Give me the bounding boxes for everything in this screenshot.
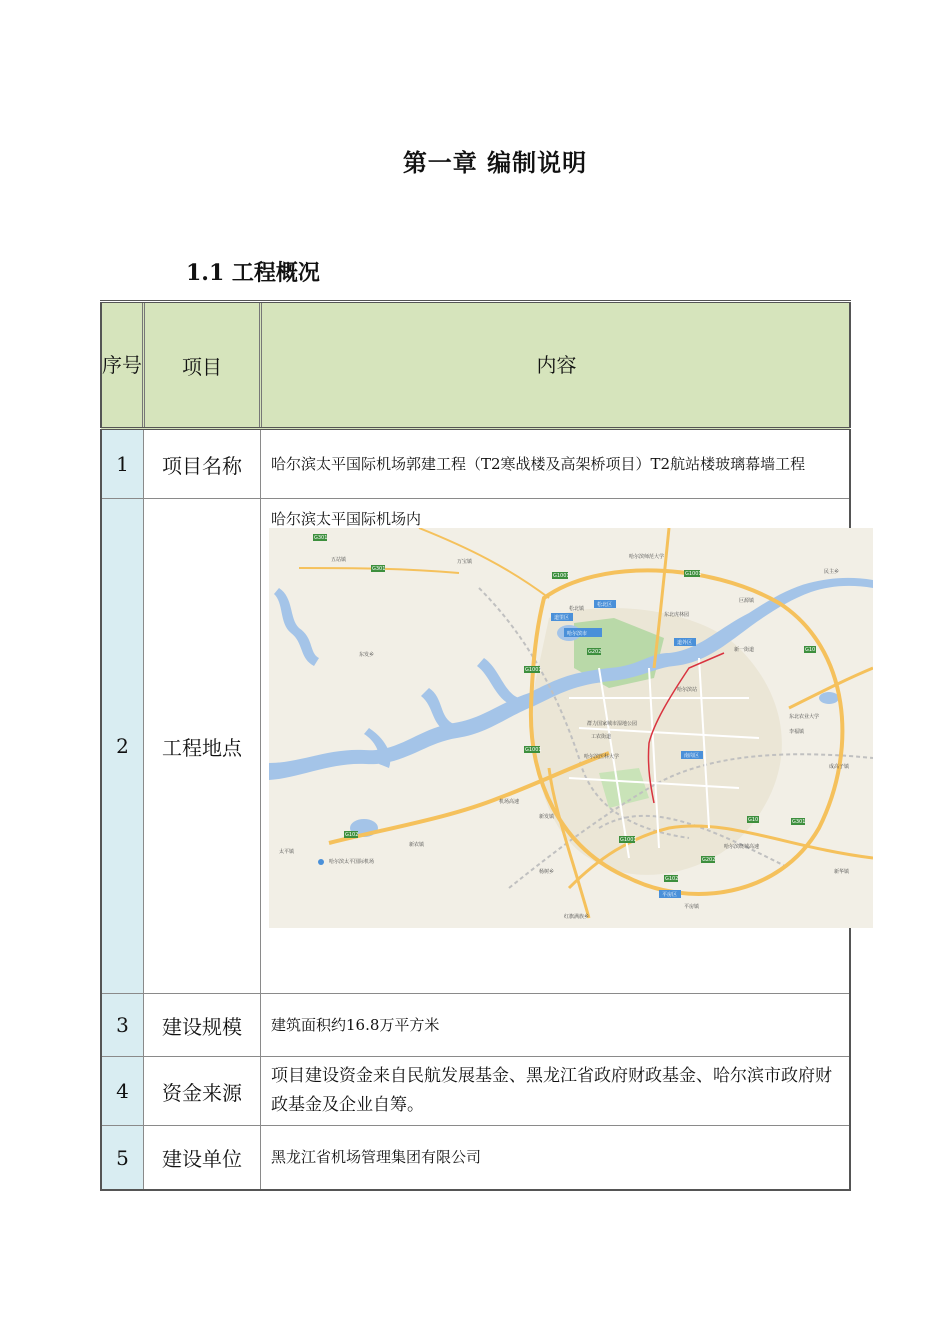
svg-text:巨源镇: 巨源镇 [739,598,755,604]
svg-text:G1001: G1001 [525,667,542,673]
svg-text:G301: G301 [372,566,386,572]
svg-text:民主乡: 民主乡 [824,569,840,575]
project-overview-table [100,300,851,1191]
row-no: 1 [101,429,144,499]
svg-text:群力国家城市湿地公园: 群力国家城市湿地公园 [587,721,638,727]
svg-text:哈尔滨医科大学: 哈尔滨医科大学 [584,754,620,760]
svg-text:李福镇: 李福镇 [789,729,805,735]
svg-text:G1001: G1001 [685,571,702,577]
svg-text:G202: G202 [588,649,602,655]
svg-text:G102: G102 [345,832,359,838]
svg-text:松北镇: 松北镇 [569,606,585,612]
svg-text:新华镇: 新华镇 [834,869,850,875]
svg-text:G10: G10 [748,817,759,823]
row-no: 5 [101,1126,144,1191]
svg-text:G301: G301 [792,819,806,825]
svg-text:G10: G10 [805,647,816,653]
row-item: 建设单位 [144,1126,261,1191]
row-item: 工程地点 [144,499,261,994]
svg-text:东发乡: 东发乡 [359,652,375,658]
row-content-location [261,499,851,994]
table-row [101,429,850,499]
row-no: 3 [101,994,144,1057]
table-row [101,499,850,994]
svg-text:东北农业大学: 东北农业大学 [789,714,820,720]
svg-text:哈尔滨绕城高速: 哈尔滨绕城高速 [724,844,760,850]
svg-text:G1001: G1001 [620,837,637,843]
svg-text:平房区: 平房区 [662,892,678,898]
svg-text:成高子镇: 成高子镇 [829,764,850,770]
section-title: 1.1 工程概况 [186,260,320,286]
map-canvas [269,528,873,928]
svg-text:哈尔滨师范大学: 哈尔滨师范大学 [629,554,665,560]
svg-text:道里区: 道里区 [554,615,570,621]
row-item: 项目名称 [144,429,261,499]
table-row [101,994,850,1057]
location-text: 哈尔滨太平国际机场内 [271,510,422,528]
svg-text:G102: G102 [665,876,679,882]
svg-text:新一街道: 新一街道 [734,647,755,653]
svg-text:五站镇: 五站镇 [331,557,347,563]
svg-text:新发镇: 新发镇 [539,814,555,820]
row-content: 黑龙江省机场管理集团有限公司 [261,1126,851,1191]
svg-text:杨树乡: 杨树乡 [539,869,555,875]
row-content: 哈尔滨太平国际机场郭建工程（T2寒战楼及高架桥项目）T2航站楼玻璃幕墙工程 [261,429,851,499]
svg-text:哈尔滨站: 哈尔滨站 [677,687,698,693]
header-item: 项目 [144,302,261,429]
row-content: 项目建设资金来自民航发展基金、黑龙江省政府财政基金、哈尔滨市政府财政基金及企业自筹。 [261,1057,851,1126]
svg-text:南岗区: 南岗区 [684,753,700,759]
table-row [101,1126,850,1191]
chapter-title: 第一章 编制说明 [402,148,588,177]
svg-text:工农街道: 工农街道 [591,734,612,740]
svg-text:哈尔滨太平国际机场: 哈尔滨太平国际机场 [329,859,375,865]
svg-text:红旗满族乡: 红旗满族乡 [564,914,590,920]
svg-text:万宝镇: 万宝镇 [457,559,473,565]
svg-text:东北虎林园: 东北虎林园 [664,612,690,618]
location-map [269,528,873,928]
svg-text:太平镇: 太平镇 [279,849,295,855]
row-item: 资金来源 [144,1057,261,1126]
svg-text:G1001: G1001 [553,573,570,579]
svg-text:新农镇: 新农镇 [409,842,425,848]
row-no: 4 [101,1057,144,1126]
svg-text:平房镇: 平房镇 [684,904,700,910]
svg-text:机场高速: 机场高速 [499,799,520,805]
table-header-row [101,302,850,429]
row-item: 建设规模 [144,994,261,1057]
svg-text:松北区: 松北区 [597,602,613,608]
svg-text:哈尔滨市: 哈尔滨市 [567,631,588,637]
row-no: 2 [101,499,144,994]
svg-text:道外区: 道外区 [677,640,693,646]
header-content: 内容 [261,302,851,429]
svg-text:G1001: G1001 [525,747,542,753]
table-row [101,1057,850,1126]
header-no: 序号 [101,302,144,429]
svg-text:G202: G202 [702,857,716,863]
svg-text:G301: G301 [314,535,328,541]
row-content: 建筑面积约16.8万平方米 [261,994,851,1057]
